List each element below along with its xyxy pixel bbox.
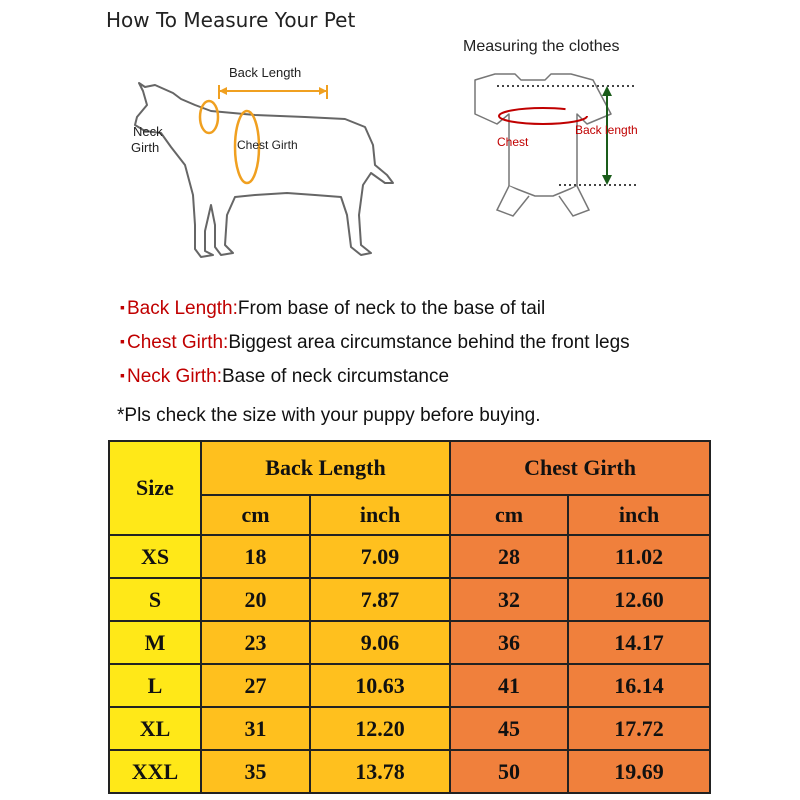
page-title: How To Measure Your Pet: [106, 8, 356, 32]
size-check-note: *Pls check the size with your puppy before buying.: [117, 405, 541, 426]
table-row: [109, 578, 710, 621]
back-cm-cell: 27: [201, 664, 310, 707]
size-cell: XXL: [109, 750, 201, 793]
chest-cm-cell: 45: [450, 707, 568, 750]
unit-header-chest-inch: inch: [568, 495, 710, 535]
chest-inch-cell: 14.17: [568, 621, 710, 664]
chest-inch-cell: 12.60: [568, 578, 710, 621]
back-inch-cell: 7.09: [310, 535, 450, 578]
table-row: [109, 535, 710, 578]
chest-inch-cell: 11.02: [568, 535, 710, 578]
chest-cm-cell: 50: [450, 750, 568, 793]
bullet-icon: ▪: [120, 367, 125, 383]
back-length-header: Back Length: [201, 441, 450, 495]
definition-back-length: [120, 290, 720, 324]
back-cm-cell: 31: [201, 707, 310, 750]
clothes-back-length-label: Back length: [575, 123, 638, 137]
back-inch-cell: 9.06: [310, 621, 450, 664]
size-column-header: Size: [109, 441, 201, 535]
neck-girth-label-line1: Neck: [133, 124, 163, 139]
chest-inch-cell: 16.14: [568, 664, 710, 707]
definition-term: Chest Girth:: [126, 332, 229, 353]
definition-text: From base of neck to the base of tail: [237, 298, 546, 319]
chest-label: Chest: [497, 135, 529, 149]
chest-cm-cell: 32: [450, 578, 568, 621]
table-row: [109, 707, 710, 750]
chest-inch-cell: 19.69: [568, 750, 710, 793]
chest-inch-cell: 17.72: [568, 707, 710, 750]
bullet-icon: ▪: [120, 333, 125, 349]
chest-cm-cell: 41: [450, 664, 568, 707]
definition-neck-girth: [120, 358, 720, 392]
back-length-label: Back Length: [229, 65, 302, 80]
size-cell: S: [109, 578, 201, 621]
unit-header-chest-cm: cm: [450, 495, 568, 535]
table-header-row: [109, 441, 710, 495]
table-row: [109, 664, 710, 707]
back-cm-cell: 23: [201, 621, 310, 664]
measurement-definitions: [120, 290, 720, 392]
unit-header-back-cm: cm: [201, 495, 310, 535]
back-inch-cell: 10.63: [310, 664, 450, 707]
definition-text: Biggest area circumstance behind the front legs: [228, 332, 630, 353]
unit-header-back-inch: inch: [310, 495, 450, 535]
chest-girth-header: Chest Girth: [450, 441, 710, 495]
chest-girth-label: Chest Girth: [237, 138, 298, 152]
back-cm-cell: 20: [201, 578, 310, 621]
chest-cm-cell: 36: [450, 621, 568, 664]
dog-silhouette: [135, 83, 393, 257]
chest-cm-cell: 28: [450, 535, 568, 578]
back-inch-cell: 13.78: [310, 750, 450, 793]
neck-girth-label-line2: Girth: [131, 140, 160, 155]
clothes-measurement-diagram: [425, 30, 695, 250]
bullet-icon: ▪: [120, 299, 125, 315]
size-chart-table: [108, 440, 711, 794]
size-cell: L: [109, 664, 201, 707]
definition-chest-girth: [120, 324, 720, 358]
definition-text: Base of neck circumstance: [222, 366, 450, 387]
back-inch-cell: 7.87: [310, 578, 450, 621]
back-cm-cell: 35: [201, 750, 310, 793]
dog-measurement-diagram: [115, 55, 405, 270]
table-row: [109, 750, 710, 793]
definition-term: Back Length:: [126, 298, 238, 319]
clothes-diagram-title: Measuring the clothes: [463, 38, 620, 55]
definition-term: Neck Girth:: [126, 366, 222, 387]
size-cell: XL: [109, 707, 201, 750]
table-row: [109, 621, 710, 664]
size-cell: M: [109, 621, 201, 664]
back-cm-cell: 18: [201, 535, 310, 578]
back-inch-cell: 12.20: [310, 707, 450, 750]
size-cell: XS: [109, 535, 201, 578]
